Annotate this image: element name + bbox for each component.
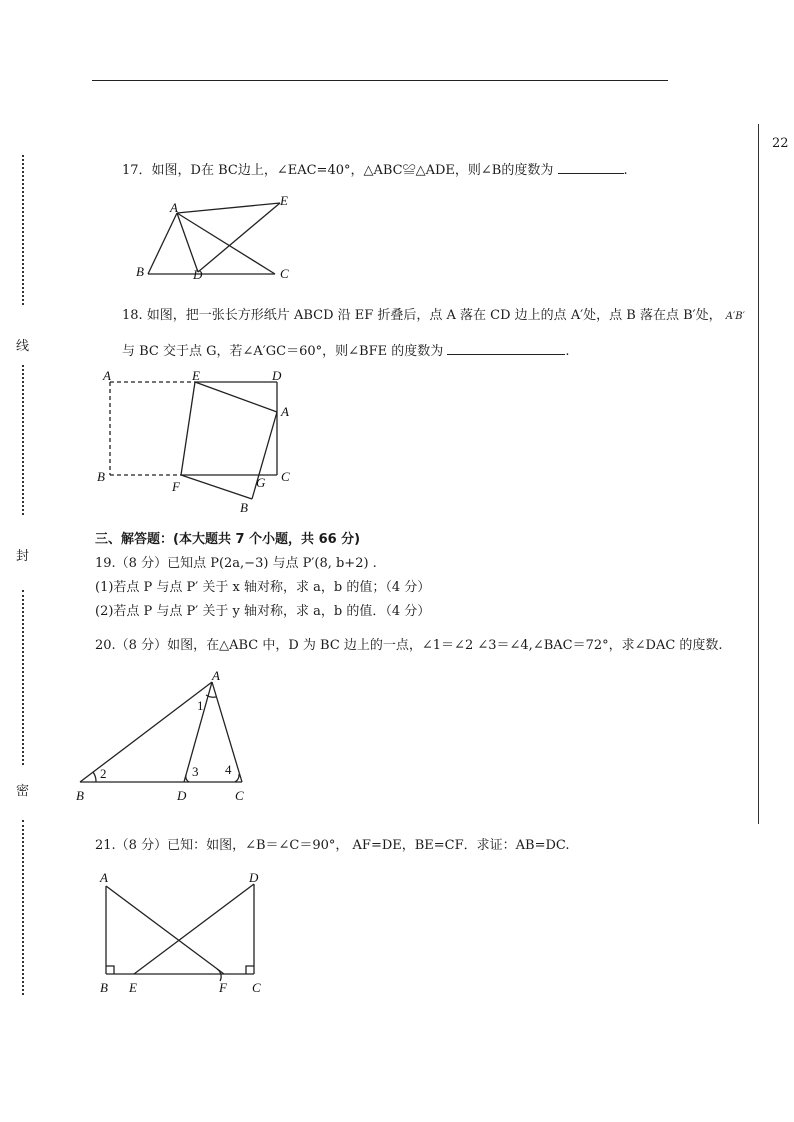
fig21-label-D: D (249, 870, 259, 885)
fig17-label-B: B (136, 264, 144, 279)
fig18-label-B-prime: B (240, 500, 248, 515)
fig18-label-C: C (281, 469, 290, 484)
right-margin-rule (758, 124, 759, 824)
question-19-line1: 19.（8 分）已知点 P(2a,−3) 与点 P′(8, b+2) . (95, 556, 377, 571)
fig18-label-G: G (256, 475, 266, 490)
binding-dotted-line (22, 155, 24, 305)
question-18-text-tail: A′B′ (725, 311, 745, 322)
fig18-label-A-prime: A (281, 404, 289, 419)
binding-label-mi: 密 (16, 784, 30, 799)
fig20-label-C: C (235, 788, 244, 803)
answer-blank-17[interactable] (558, 161, 624, 174)
question-18-line1 (122, 308, 745, 325)
question-19-part2: (2)若点 P 与点 P′ 关于 y 轴对称，求 a，b 的值．（4 分） (95, 604, 431, 619)
question-18-line2 (122, 342, 570, 360)
fig17-label-E: E (280, 193, 288, 208)
binding-label-xian: 线 (16, 339, 30, 354)
binding-dotted-line (22, 365, 24, 515)
figure-21 (92, 866, 277, 1001)
question-20: 20.（8 分）如图，在△ABC 中，D 为 BC 边上的一点，∠1＝∠2 ∠3＝∠4,∠BAC＝72°，求∠DAC 的度数. (95, 638, 723, 653)
header-rule (92, 80, 668, 81)
figure-20 (70, 662, 260, 807)
question-18-text-2: 与 BC 交于点 G，若∠A′GC＝60°，则∠BFE 的度数为 (122, 344, 444, 359)
fig18-label-D: D (272, 368, 282, 383)
fig20-label-B: B (76, 788, 84, 803)
section-3-title: 三、解答题：(本大题共 7 个小题，共 66 分) (95, 532, 361, 547)
binding-dotted-line (22, 820, 24, 995)
fig20-angle-3: 3 (192, 764, 199, 779)
fig17-label-D: D (193, 267, 203, 282)
fig17-label-A: A (170, 200, 178, 215)
question-17 (122, 161, 628, 179)
binding-dotted-line (22, 590, 24, 765)
question-17-end: . (623, 163, 628, 178)
question-18-text-1: 18. 如图，把一张长方形纸片 ABCD 沿 EF 折叠后，点 A 落在 CD 边上的点 A′处，点 B 落在点 B′处， (122, 308, 722, 323)
question-19-part1: (1)若点 P 与点 P′ 关于 x 轴对称，求 a，b 的值；（4 分） (95, 580, 431, 595)
fig20-angle-1: 1 (197, 698, 204, 713)
page-number: 22 (772, 136, 789, 151)
fig21-label-A: A (100, 870, 108, 885)
fig20-angle-2: 2 (100, 766, 107, 781)
fig21-label-F: F (219, 980, 227, 995)
fig20-label-A: A (212, 668, 220, 683)
fig20-angle-4: 4 (225, 762, 232, 777)
fig17-label-C: C (280, 266, 289, 281)
fig18-label-A: A (103, 368, 111, 383)
fig18-label-E: E (192, 368, 200, 383)
question-17-text: 17．如图，D在 BC边上，∠EAC=40°，△ABC≌△ADE，则∠B的度数为 (122, 163, 554, 178)
fig18-label-F: F (172, 479, 180, 494)
fig21-label-B: B (100, 980, 108, 995)
fig21-label-E: E (129, 980, 137, 995)
figure-18 (95, 364, 305, 516)
answer-blank-18[interactable] (447, 342, 565, 355)
question-21: 21.（8 分）已知：如图，∠B＝∠C＝90°， AF=DE，BE=CF．求证：AB=DC. (95, 838, 570, 853)
fig21-label-C: C (252, 980, 261, 995)
question-18-end: . (565, 344, 570, 359)
fig20-label-D: D (177, 788, 187, 803)
figure-17 (130, 188, 300, 283)
fig18-label-B: B (97, 469, 105, 484)
binding-label-feng: 封 (16, 549, 30, 564)
